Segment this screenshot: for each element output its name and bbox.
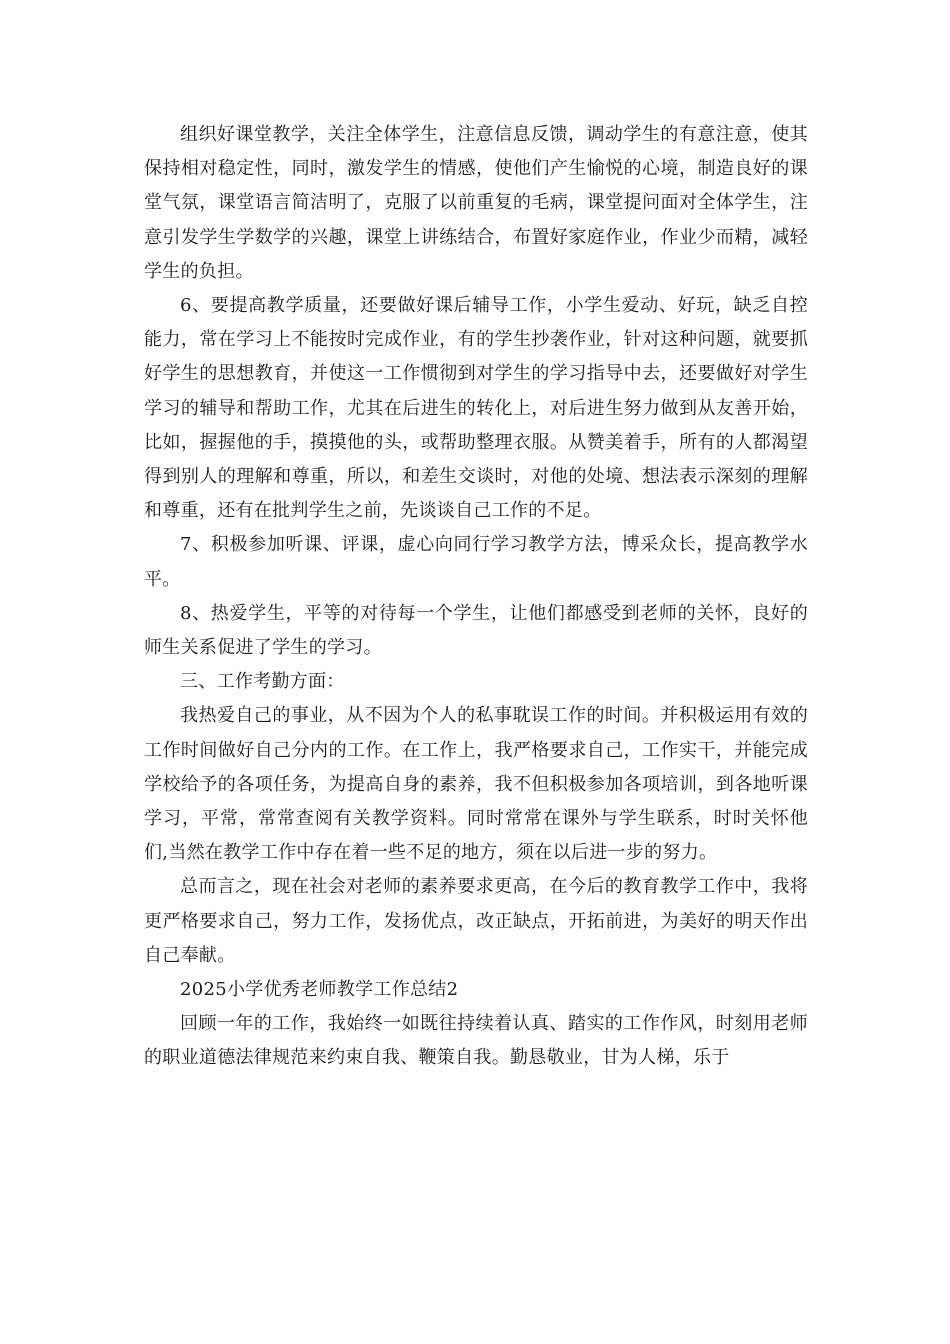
section-title-summary-2: 2025小学优秀老师教学工作总结2 xyxy=(180,979,459,1001)
document-body xyxy=(144,118,808,1076)
section-heading-attendance: 三、工作考勤方面： xyxy=(180,671,345,693)
paragraph-item-6: 6、要提高教学质量，还要做好课后辅导工作，小学生爱动、好玩，缺乏自控能力，常在学习上不能按时完成作业，有的学生抄袭作业，针对这种问题，就要抓好学生的思想教育，并使这一工作惯彻到对学生的学习指导中去，还要做好对学生学习的辅导和帮助工作，尤其在后进生的转化上，对后进生努力做到从友善开始，比如，握握他的手，摸摸他的头，或帮助整理衣服。从赞美着手，所有的人都渴望得到别人的理解和尊重，所以，和差生交谈时，对他的处境、想法表示深刻的理解和尊重，还有在批判学生之前，先谈谈自己工作的不足。 xyxy=(144,295,808,522)
paragraph-classroom-teaching: 组织好课堂教学，关注全体学生，注意信息反馈，调动学生的有意注意，使其保持相对稳定性，同时，激发学生的情感，使他们产生愉悦的心境，制造良好的课堂气氛，课堂语言简洁明了，克服了以前重复的毛病，课堂提问面对全体学生，注意引发学生学数学的兴趣，课堂上讲练结合，布置好家庭作业，作业少而精，减轻学生的负担。 xyxy=(144,124,808,282)
paragraph-attendance: 我热爱自己的事业，从不因为个人的私事耽误工作的时间。并积极运用有效的工作时间做好自己分内的工作。在工作上，我严格要求自己，工作实干，并能完成学校给予的各项任务，为提高自身的素养，我不但积极参加各项培训，到各地听课学习，平常，常常查阅有关教学资料。同时常常在课外与学生联系，时时关怀他们,当然在教学工作中存在着一些不足的地方，须在以后进一步的努力。 xyxy=(144,705,808,864)
paragraph-item-7: 7、积极参加听课、评课，虚心向同行学习教学方法，博采众长，提高教学水平。 xyxy=(144,534,808,590)
paragraph-item-8: 8、热爱学生，平等的对待每一个学生，让他们都感受到老师的关怀，良好的师生关系促进了学生的学习。 xyxy=(144,602,808,659)
paragraph-review: 回顾一年的工作，我始终一如既往持续着认真、踏实的工作作风，时刻用老师的职业道德法律规范来约束自我、鞭策自我。勤恳敬业，甘为人梯，乐于 xyxy=(144,1013,808,1069)
paragraph-conclusion: 总而言之，现在社会对老师的素养要求更高，在今后的教育教学工作中，我将更严格要求自己，努力工作，发扬优点，改正缺点，开拓前进，为美好的明天作出自己奉献。 xyxy=(144,876,808,966)
